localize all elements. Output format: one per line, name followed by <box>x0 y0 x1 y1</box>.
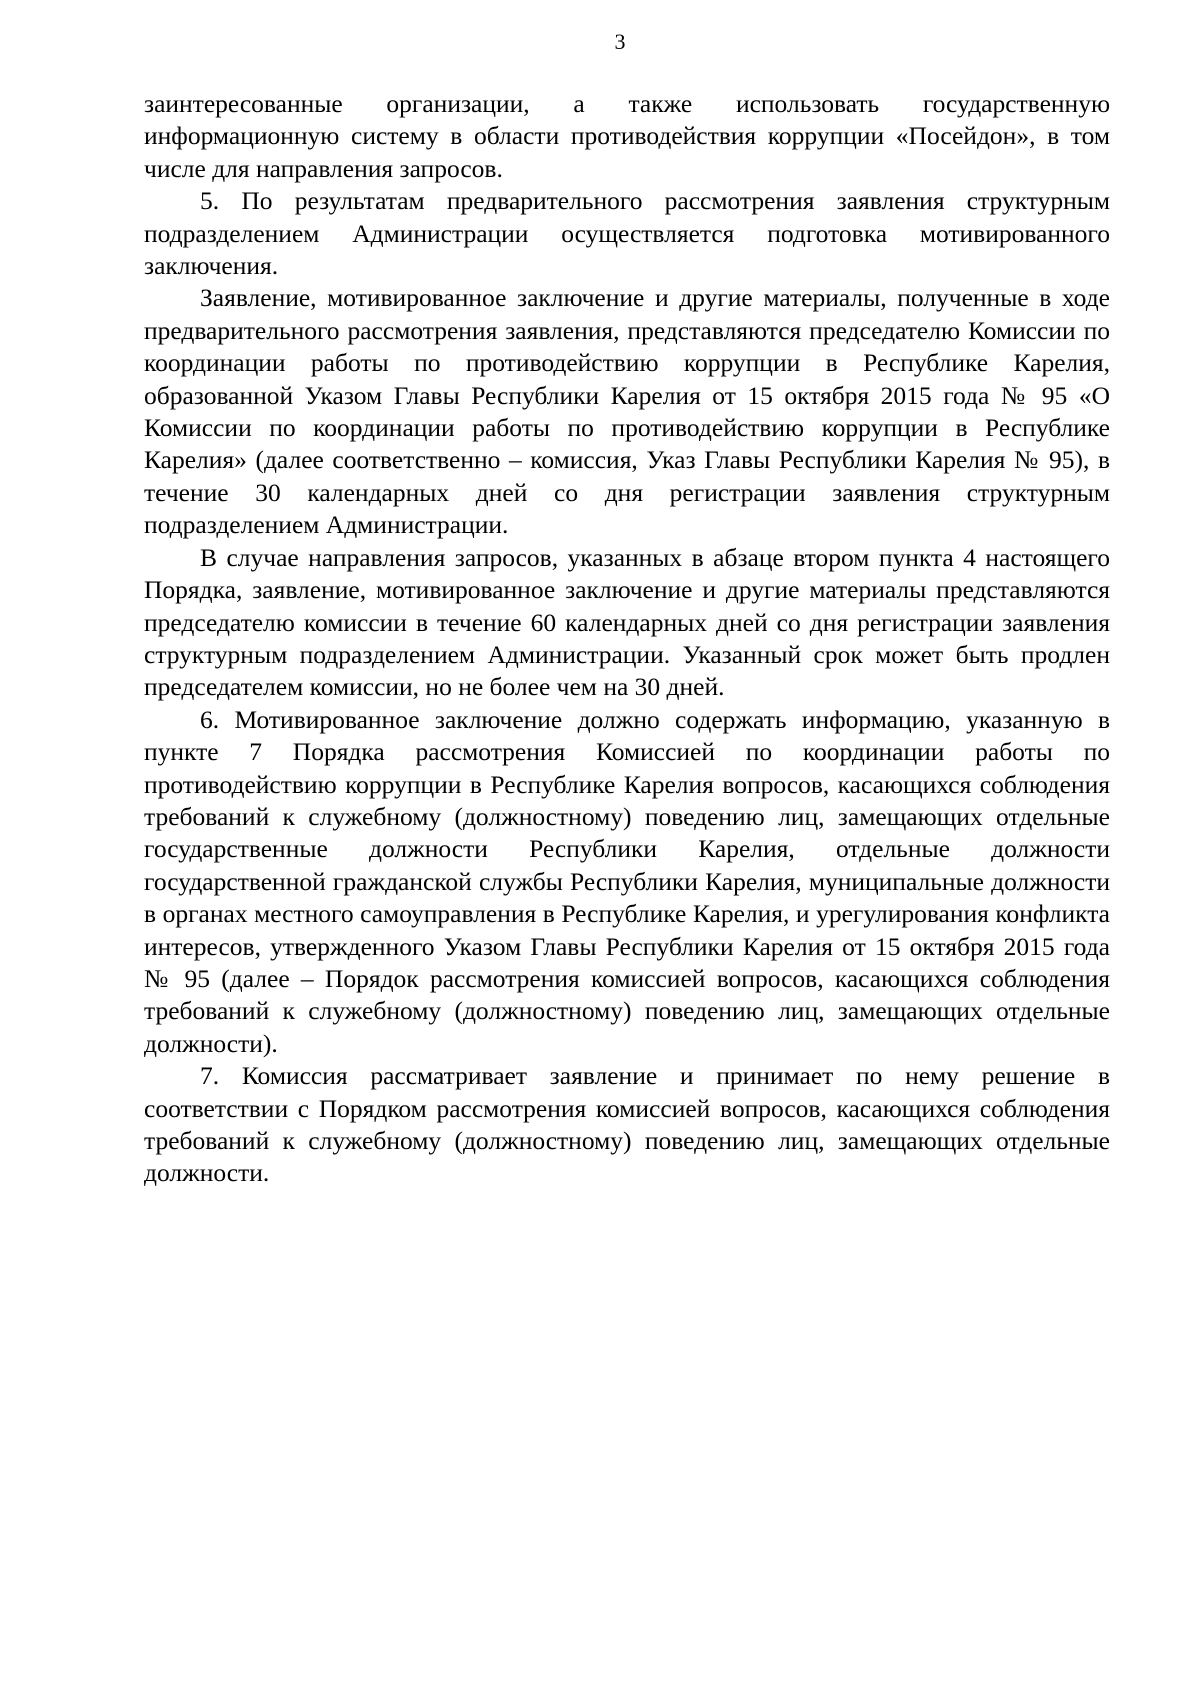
paragraph-item-7: 7. Комиссия рассматривает заявление и принимает по нему решение в соответствии с Порядком рассмотрения комиссией вопросов, касающихся соблюдения требований к служебному (должностному) поведению лиц, замещающих отдельные должности. <box>144 1061 1110 1188</box>
paragraph-item-5: 5. По результатам предварительного рассмотрения заявления структурным подразделением Администрации осуществляется подготовка мотивированного заключения. <box>144 186 1110 281</box>
paragraph-statement-materials: Заявление, мотивированное заключение и другие материалы, полученные в ходе предварительного рассмотрения заявления, представляются председателю Комиссии по координации работы по противодействию коррупции в Республике Карелия, образованной Указом Главы Республики Карелия от 15 октября 2015 года № 95 «О Комиссии по координации работы по противодействию коррупции в Республике Карелия» (далее соответственно – комиссия, Указ Главы Республики Карелия № 95), в течение 30 календарных дней со дня регистрации заявления структурным подразделением Администрации. <box>144 283 1110 540</box>
paragraph-requests-case: В случае направления запросов, указанных в абзаце втором пункта 4 настоящего Порядка, заявление, мотивированное заключение и другие материалы представляются председателю комиссии в течение 60 календарных дней со дня регистрации заявления структурным подразделением Администрации. Указанный срок может быть продлен председателем комиссии, но не более чем на 30 дней. <box>144 542 1110 702</box>
page-number: 3 <box>614 29 626 54</box>
paragraph-continuation: заинтересованные организации, а также использовать государственную информационную систему в области противодействия коррупции «Посейдон», в том числе для направления запросов. <box>144 89 1110 183</box>
document-body <box>144 88 1110 1190</box>
paragraph-item-6: 6. Мотивированное заключение должно содержать информацию, указанную в пункте 7 Порядка рассмотрения Комиссией по координации работы по противодействию коррупции в Республике Карелия вопросов, касающихся соблюдения требований к служебному (должностному) поведению лиц, замещающих отдельные государственные должности Республики Карелия, отдельные должности государственной гражданской службы Республики Карелия, муниципальные должности в органах местного самоуправления в Республике Карелия, и урегулирования конфликта интересов, утвержденного Указом Главы Республики Карелия от 15 октября 2015 года № 95 (далее – Порядок рассмотрения комиссией вопросов, касающихся соблюдения требований к служебному (должностному) поведению лиц, замещающих отдельные должности). <box>144 704 1110 1058</box>
